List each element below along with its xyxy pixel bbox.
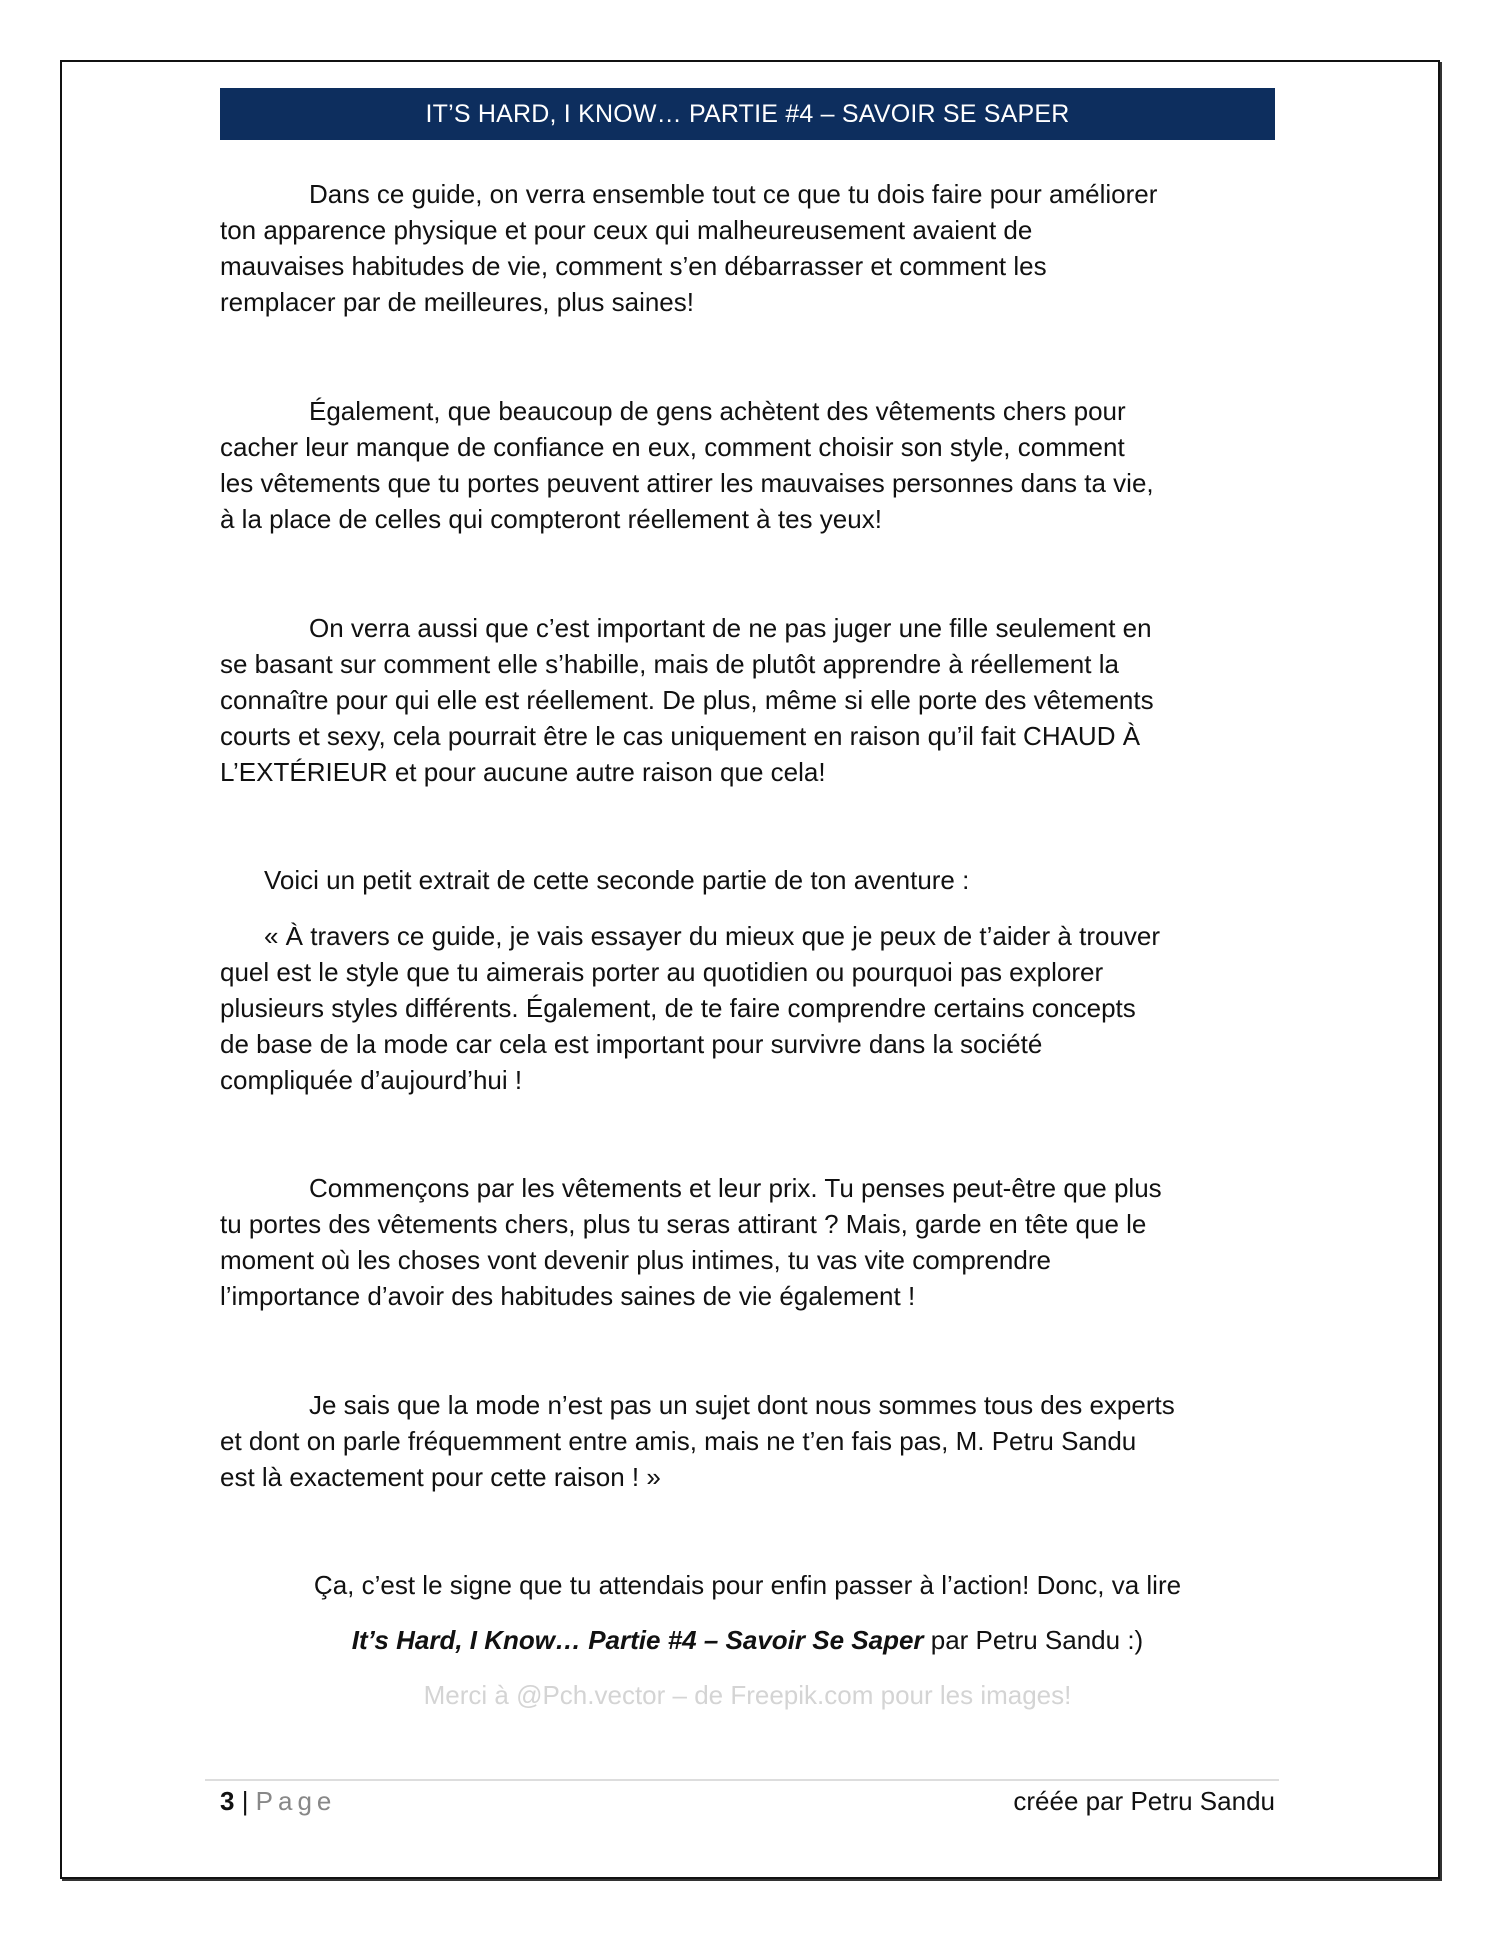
paragraph bbox=[220, 610, 1300, 790]
paragraph bbox=[220, 1387, 1300, 1495]
paragraph-line: compliquée d’aujourd’hui ! bbox=[220, 1065, 523, 1095]
paragraph-line: quel est le style que tu aimerais porter au quotidien ou pourquoi pas explorer bbox=[220, 957, 1104, 987]
paragraph-line: plusieurs styles différents. Également, de te faire comprendre certains concepts bbox=[220, 993, 1136, 1023]
paragraph-line: l’importance d’avoir des habitudes saines de vie également ! bbox=[220, 1281, 916, 1311]
paragraph-line: est là exactement pour cette raison ! » bbox=[220, 1462, 661, 1492]
paragraph bbox=[220, 862, 1300, 898]
cta-line: Ça, c’est le signe que tu attendais pour enfin passer à l’action! Donc, va lire bbox=[313, 1570, 1182, 1600]
paragraph-line: mauvaises habitudes de vie, comment s’en débarrasser et comment les bbox=[220, 251, 1047, 281]
page-number: 3 bbox=[220, 1786, 235, 1816]
paragraph-line: les vêtements que tu portes peuvent attirer les mauvaises personnes dans ta vie, bbox=[220, 468, 1154, 498]
paragraph-line: de base de la mode car cela est important pour survivre dans la société bbox=[220, 1029, 1043, 1059]
paragraph bbox=[220, 176, 1300, 320]
page-indicator bbox=[220, 1786, 336, 1817]
paragraph-line: « À travers ce guide, je vais essayer du mieux que je peux de t’aider à trouver bbox=[264, 921, 1161, 951]
paragraph bbox=[220, 393, 1300, 537]
footer-author: créée par Petru Sandu bbox=[1013, 1786, 1275, 1816]
paragraph-line: Commençons par les vêtements et leur prix. Tu penses peut-être que plus bbox=[309, 1173, 1162, 1203]
header-banner bbox=[220, 88, 1275, 140]
paragraph-line: Dans ce guide, on verra ensemble tout ce que tu dois faire pour améliorer bbox=[309, 179, 1158, 209]
paragraph-line: moment où les choses vont devenir plus intimes, tu vas vite comprendre bbox=[220, 1245, 1051, 1275]
footer-divider bbox=[205, 1779, 1279, 1781]
paragraph-line: connaître pour qui elle est réellement. De plus, même si elle porte des vêtements bbox=[220, 685, 1154, 715]
paragraph bbox=[220, 918, 1300, 1098]
paragraph-line: courts et sexy, cela pourrait être le cas uniquement en raison qu’il fait CHAUD À bbox=[220, 721, 1141, 751]
byline: par Petru Sandu :) bbox=[923, 1625, 1144, 1655]
paragraph-line: Également, que beaucoup de gens achètent des vêtements chers pour bbox=[309, 396, 1126, 426]
paragraph-line: Voici un petit extrait de cette seconde partie de ton aventure : bbox=[264, 865, 970, 895]
page-label: Page bbox=[255, 1786, 337, 1816]
paragraph-line: remplacer par de meilleures, plus saines! bbox=[220, 287, 694, 317]
paragraph-line: ton apparence physique et pour ceux qui malheureusement avaient de bbox=[220, 215, 1033, 245]
paragraph-line: On verra aussi que c’est important de ne pas juger une fille seulement en bbox=[309, 613, 1152, 643]
image-credit: Merci à @Pch.vector – de Freepik.com pour les images! bbox=[423, 1680, 1072, 1710]
paragraph-line: L’EXTÉRIEUR et pour aucune autre raison que cela! bbox=[220, 757, 826, 787]
cta-book-line bbox=[220, 1625, 1275, 1656]
paragraph-line: et dont on parle fréquemment entre amis, mais ne t’en fais pas, M. Petru Sandu bbox=[220, 1426, 1137, 1456]
paragraph-line: se basant sur comment elle s’habille, mais de plutôt apprendre à réellement la bbox=[220, 649, 1119, 679]
paragraph-line: Je sais que la mode n’est pas un sujet dont nous sommes tous des experts bbox=[309, 1390, 1175, 1420]
paragraph-line: tu portes des vêtements chers, plus tu seras attirant ? Mais, garde en tête que le bbox=[220, 1209, 1147, 1239]
page-separator: | bbox=[234, 1786, 256, 1816]
book-title: It’s Hard, I Know… Partie #4 – Savoir Se Saper bbox=[351, 1625, 924, 1655]
paragraph-line: cacher leur manque de confiance en eux, comment choisir son style, comment bbox=[220, 432, 1125, 462]
header-title: IT’S HARD, I KNOW… PARTIE #4 – SAVOIR SE SAPER bbox=[425, 99, 1070, 128]
paragraph bbox=[220, 1170, 1300, 1314]
paragraph-line: à la place de celles qui compteront réellement à tes yeux! bbox=[220, 504, 882, 534]
